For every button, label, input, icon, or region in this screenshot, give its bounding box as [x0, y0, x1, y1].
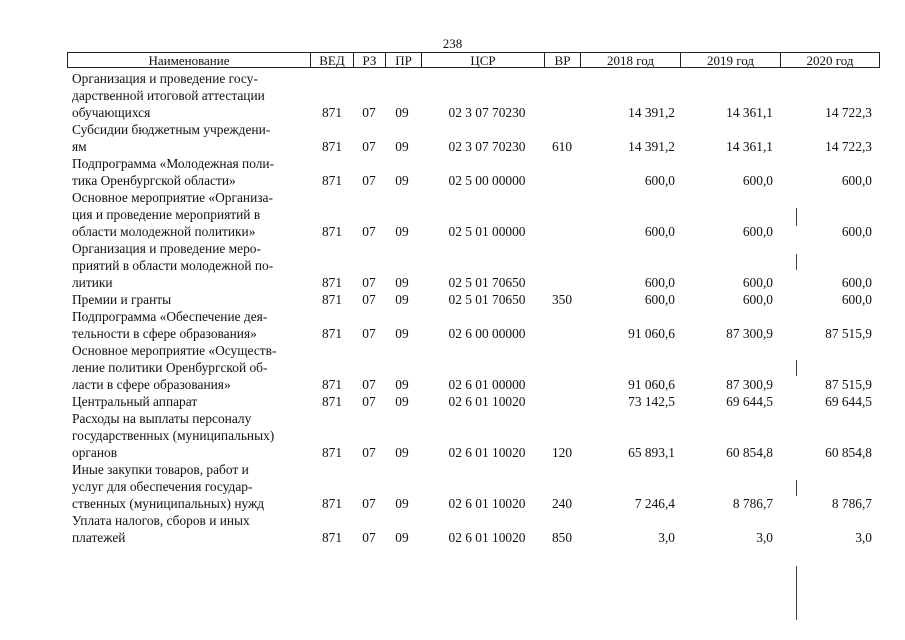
cell-csr: 02 5 01 70650 — [448, 275, 526, 290]
table-row — [0, 342, 905, 393]
row-name-line: тельности в сфере образования» — [72, 326, 257, 341]
column-rule — [796, 360, 797, 376]
column-rule — [796, 480, 797, 496]
header-pr: ПР — [385, 52, 421, 68]
cell-pr: 09 — [395, 224, 409, 239]
cell-csr: 02 6 01 10020 — [448, 496, 526, 511]
cell-ved: 871 — [321, 224, 343, 239]
row-name-line: Центральный аппарат — [72, 394, 198, 409]
cell-vr: 610 — [551, 139, 573, 154]
cell-ved: 871 — [321, 173, 343, 188]
cell-csr: 02 5 00 00000 — [448, 173, 526, 188]
cell-rz: 07 — [362, 105, 376, 120]
row-name — [72, 291, 304, 308]
cell-pr: 09 — [395, 105, 409, 120]
cell-rz: 07 — [362, 496, 376, 511]
cell-rz: 07 — [362, 377, 376, 392]
cell-ved: 871 — [321, 496, 343, 511]
cell-y2018: 600,0 — [644, 224, 675, 239]
row-name-line: Организация и проведение госу- — [72, 71, 258, 86]
cell-y2019: 60 854,8 — [726, 445, 773, 460]
row-name-line: Основное мероприятие «Осуществ- — [72, 343, 277, 358]
header-name: Наименование — [67, 52, 310, 68]
row-name-line: ственных (муниципальных) нужд — [72, 496, 265, 511]
table-row — [0, 410, 905, 461]
cell-ved: 871 — [321, 445, 343, 460]
row-name — [72, 189, 304, 240]
table-row — [0, 189, 905, 240]
cell-y2019: 3,0 — [756, 530, 773, 545]
cell-ved: 871 — [321, 292, 343, 307]
cell-y2018: 600,0 — [644, 292, 675, 307]
cell-pr: 09 — [395, 496, 409, 511]
cell-vr: 240 — [551, 496, 573, 511]
cell-y2018: 3,0 — [658, 530, 675, 545]
row-name-line: ласти в сфере образования» — [72, 377, 231, 392]
row-name — [72, 393, 304, 410]
cell-y2020: 600,0 — [841, 173, 872, 188]
cell-y2018: 65 893,1 — [628, 445, 675, 460]
cell-rz: 07 — [362, 292, 376, 307]
cell-y2020: 87 515,9 — [825, 377, 872, 392]
cell-y2019: 69 644,5 — [726, 394, 773, 409]
cell-rz: 07 — [362, 445, 376, 460]
row-name-line: Организация и проведение меро- — [72, 241, 261, 256]
cell-ved: 871 — [321, 394, 343, 409]
cell-y2020: 60 854,8 — [825, 445, 872, 460]
cell-pr: 09 — [395, 139, 409, 154]
row-name-line: Уплата налогов, сборов и иных — [72, 513, 250, 528]
cell-y2019: 14 361,1 — [726, 139, 773, 154]
header-vr: ВР — [544, 52, 580, 68]
cell-y2020: 14 722,3 — [825, 105, 872, 120]
table-row — [0, 291, 905, 308]
table-row — [0, 308, 905, 342]
cell-ved: 871 — [321, 326, 343, 341]
header-2019: 2019 год — [680, 52, 780, 68]
cell-ved: 871 — [321, 275, 343, 290]
cell-csr: 02 3 07 70230 — [448, 139, 526, 154]
cell-csr: 02 6 01 00000 — [448, 377, 526, 392]
cell-pr: 09 — [395, 173, 409, 188]
cell-y2020: 8 786,7 — [831, 496, 872, 511]
row-name-line: ям — [72, 139, 87, 154]
cell-rz: 07 — [362, 394, 376, 409]
cell-rz: 07 — [362, 224, 376, 239]
cell-y2020: 69 644,5 — [825, 394, 872, 409]
row-name — [72, 342, 304, 393]
row-name-line: Субсидии бюджетным учреждени- — [72, 122, 271, 137]
cell-y2020: 600,0 — [841, 292, 872, 307]
cell-y2019: 14 361,1 — [726, 105, 773, 120]
cell-pr: 09 — [395, 394, 409, 409]
row-name — [72, 512, 304, 546]
cell-y2018: 91 060,6 — [628, 326, 675, 341]
cell-rz: 07 — [362, 139, 376, 154]
cell-y2019: 8 786,7 — [732, 496, 773, 511]
cell-pr: 09 — [395, 292, 409, 307]
cell-csr: 02 6 01 10020 — [448, 394, 526, 409]
cell-y2020: 3,0 — [855, 530, 872, 545]
cell-y2020: 600,0 — [841, 275, 872, 290]
row-name-line: приятий в области молодежной по- — [72, 258, 274, 273]
cell-rz: 07 — [362, 173, 376, 188]
table-row — [0, 70, 905, 121]
row-name-line: органов — [72, 445, 118, 460]
cell-y2018: 7 246,4 — [634, 496, 675, 511]
cell-y2019: 600,0 — [742, 224, 773, 239]
table-row — [0, 121, 905, 155]
cell-pr: 09 — [395, 445, 409, 460]
cell-csr: 02 5 01 00000 — [448, 224, 526, 239]
table-row — [0, 155, 905, 189]
header-ved: ВЕД — [310, 52, 353, 68]
cell-vr: 350 — [551, 292, 573, 307]
row-name-line: обучающихся — [72, 105, 151, 120]
table-row — [0, 240, 905, 291]
cell-y2020: 87 515,9 — [825, 326, 872, 341]
cell-csr: 02 3 07 70230 — [448, 105, 526, 120]
header-csr: ЦСР — [421, 52, 544, 68]
row-name-line: ция и проведение мероприятий в — [72, 207, 261, 222]
row-name-line: Подпрограмма «Молодежная поли- — [72, 156, 275, 171]
cell-rz: 07 — [362, 326, 376, 341]
row-name-line: ление политики Оренбургской об- — [72, 360, 268, 375]
row-name-line: литики — [72, 275, 113, 290]
header-rz: РЗ — [353, 52, 385, 68]
cell-pr: 09 — [395, 377, 409, 392]
cell-ved: 871 — [321, 530, 343, 545]
row-name — [72, 155, 304, 189]
cell-y2020: 600,0 — [841, 224, 872, 239]
cell-pr: 09 — [395, 326, 409, 341]
row-name — [72, 121, 304, 155]
cell-y2018: 600,0 — [644, 173, 675, 188]
cell-vr: 120 — [551, 445, 573, 460]
row-name-line: услуг для обеспечения государ- — [72, 479, 253, 494]
row-name-line: Иные закупки товаров, работ и — [72, 462, 249, 477]
header-2018: 2018 год — [580, 52, 680, 68]
cell-y2019: 87 300,9 — [726, 377, 773, 392]
row-name — [72, 410, 304, 461]
row-name — [72, 70, 304, 121]
row-name-line: Подпрограмма «Обеспечение дея- — [72, 309, 268, 324]
row-name-line: Премии и гранты — [72, 292, 172, 307]
cell-csr: 02 6 00 00000 — [448, 326, 526, 341]
column-rule — [796, 566, 797, 620]
cell-csr: 02 6 01 10020 — [448, 445, 526, 460]
row-name-line: платежей — [72, 530, 126, 545]
row-name — [72, 240, 304, 291]
cell-ved: 871 — [321, 105, 343, 120]
cell-y2018: 600,0 — [644, 275, 675, 290]
row-name-line: области молодежной политики» — [72, 224, 256, 239]
cell-csr: 02 6 01 10020 — [448, 530, 526, 545]
cell-vr: 850 — [551, 530, 573, 545]
cell-y2019: 600,0 — [742, 275, 773, 290]
cell-rz: 07 — [362, 530, 376, 545]
row-name-line: Основное мероприятие «Организа- — [72, 190, 273, 205]
row-name — [72, 461, 304, 512]
cell-csr: 02 5 01 70650 — [448, 292, 526, 307]
cell-y2018: 91 060,6 — [628, 377, 675, 392]
cell-pr: 09 — [395, 530, 409, 545]
cell-ved: 871 — [321, 377, 343, 392]
cell-y2018: 14 391,2 — [628, 105, 675, 120]
page-number: 238 — [442, 36, 463, 51]
table-row — [0, 393, 905, 410]
cell-y2018: 14 391,2 — [628, 139, 675, 154]
row-name-line: Расходы на выплаты персоналу — [72, 411, 252, 426]
column-rule — [796, 208, 797, 226]
cell-y2018: 73 142,5 — [628, 394, 675, 409]
row-name — [72, 308, 304, 342]
row-name-line: тика Оренбургской области» — [72, 173, 236, 188]
cell-y2019: 87 300,9 — [726, 326, 773, 341]
column-rule — [796, 254, 797, 270]
header-2020: 2020 год — [780, 52, 880, 68]
cell-y2020: 14 722,3 — [825, 139, 872, 154]
cell-rz: 07 — [362, 275, 376, 290]
cell-pr: 09 — [395, 275, 409, 290]
cell-y2019: 600,0 — [742, 173, 773, 188]
table-row — [0, 461, 905, 512]
table-row — [0, 512, 905, 546]
row-name-line: дарственной итоговой аттестации — [72, 88, 265, 103]
cell-ved: 871 — [321, 139, 343, 154]
row-name-line: государственных (муниципальных) — [72, 428, 275, 443]
cell-y2019: 600,0 — [742, 292, 773, 307]
